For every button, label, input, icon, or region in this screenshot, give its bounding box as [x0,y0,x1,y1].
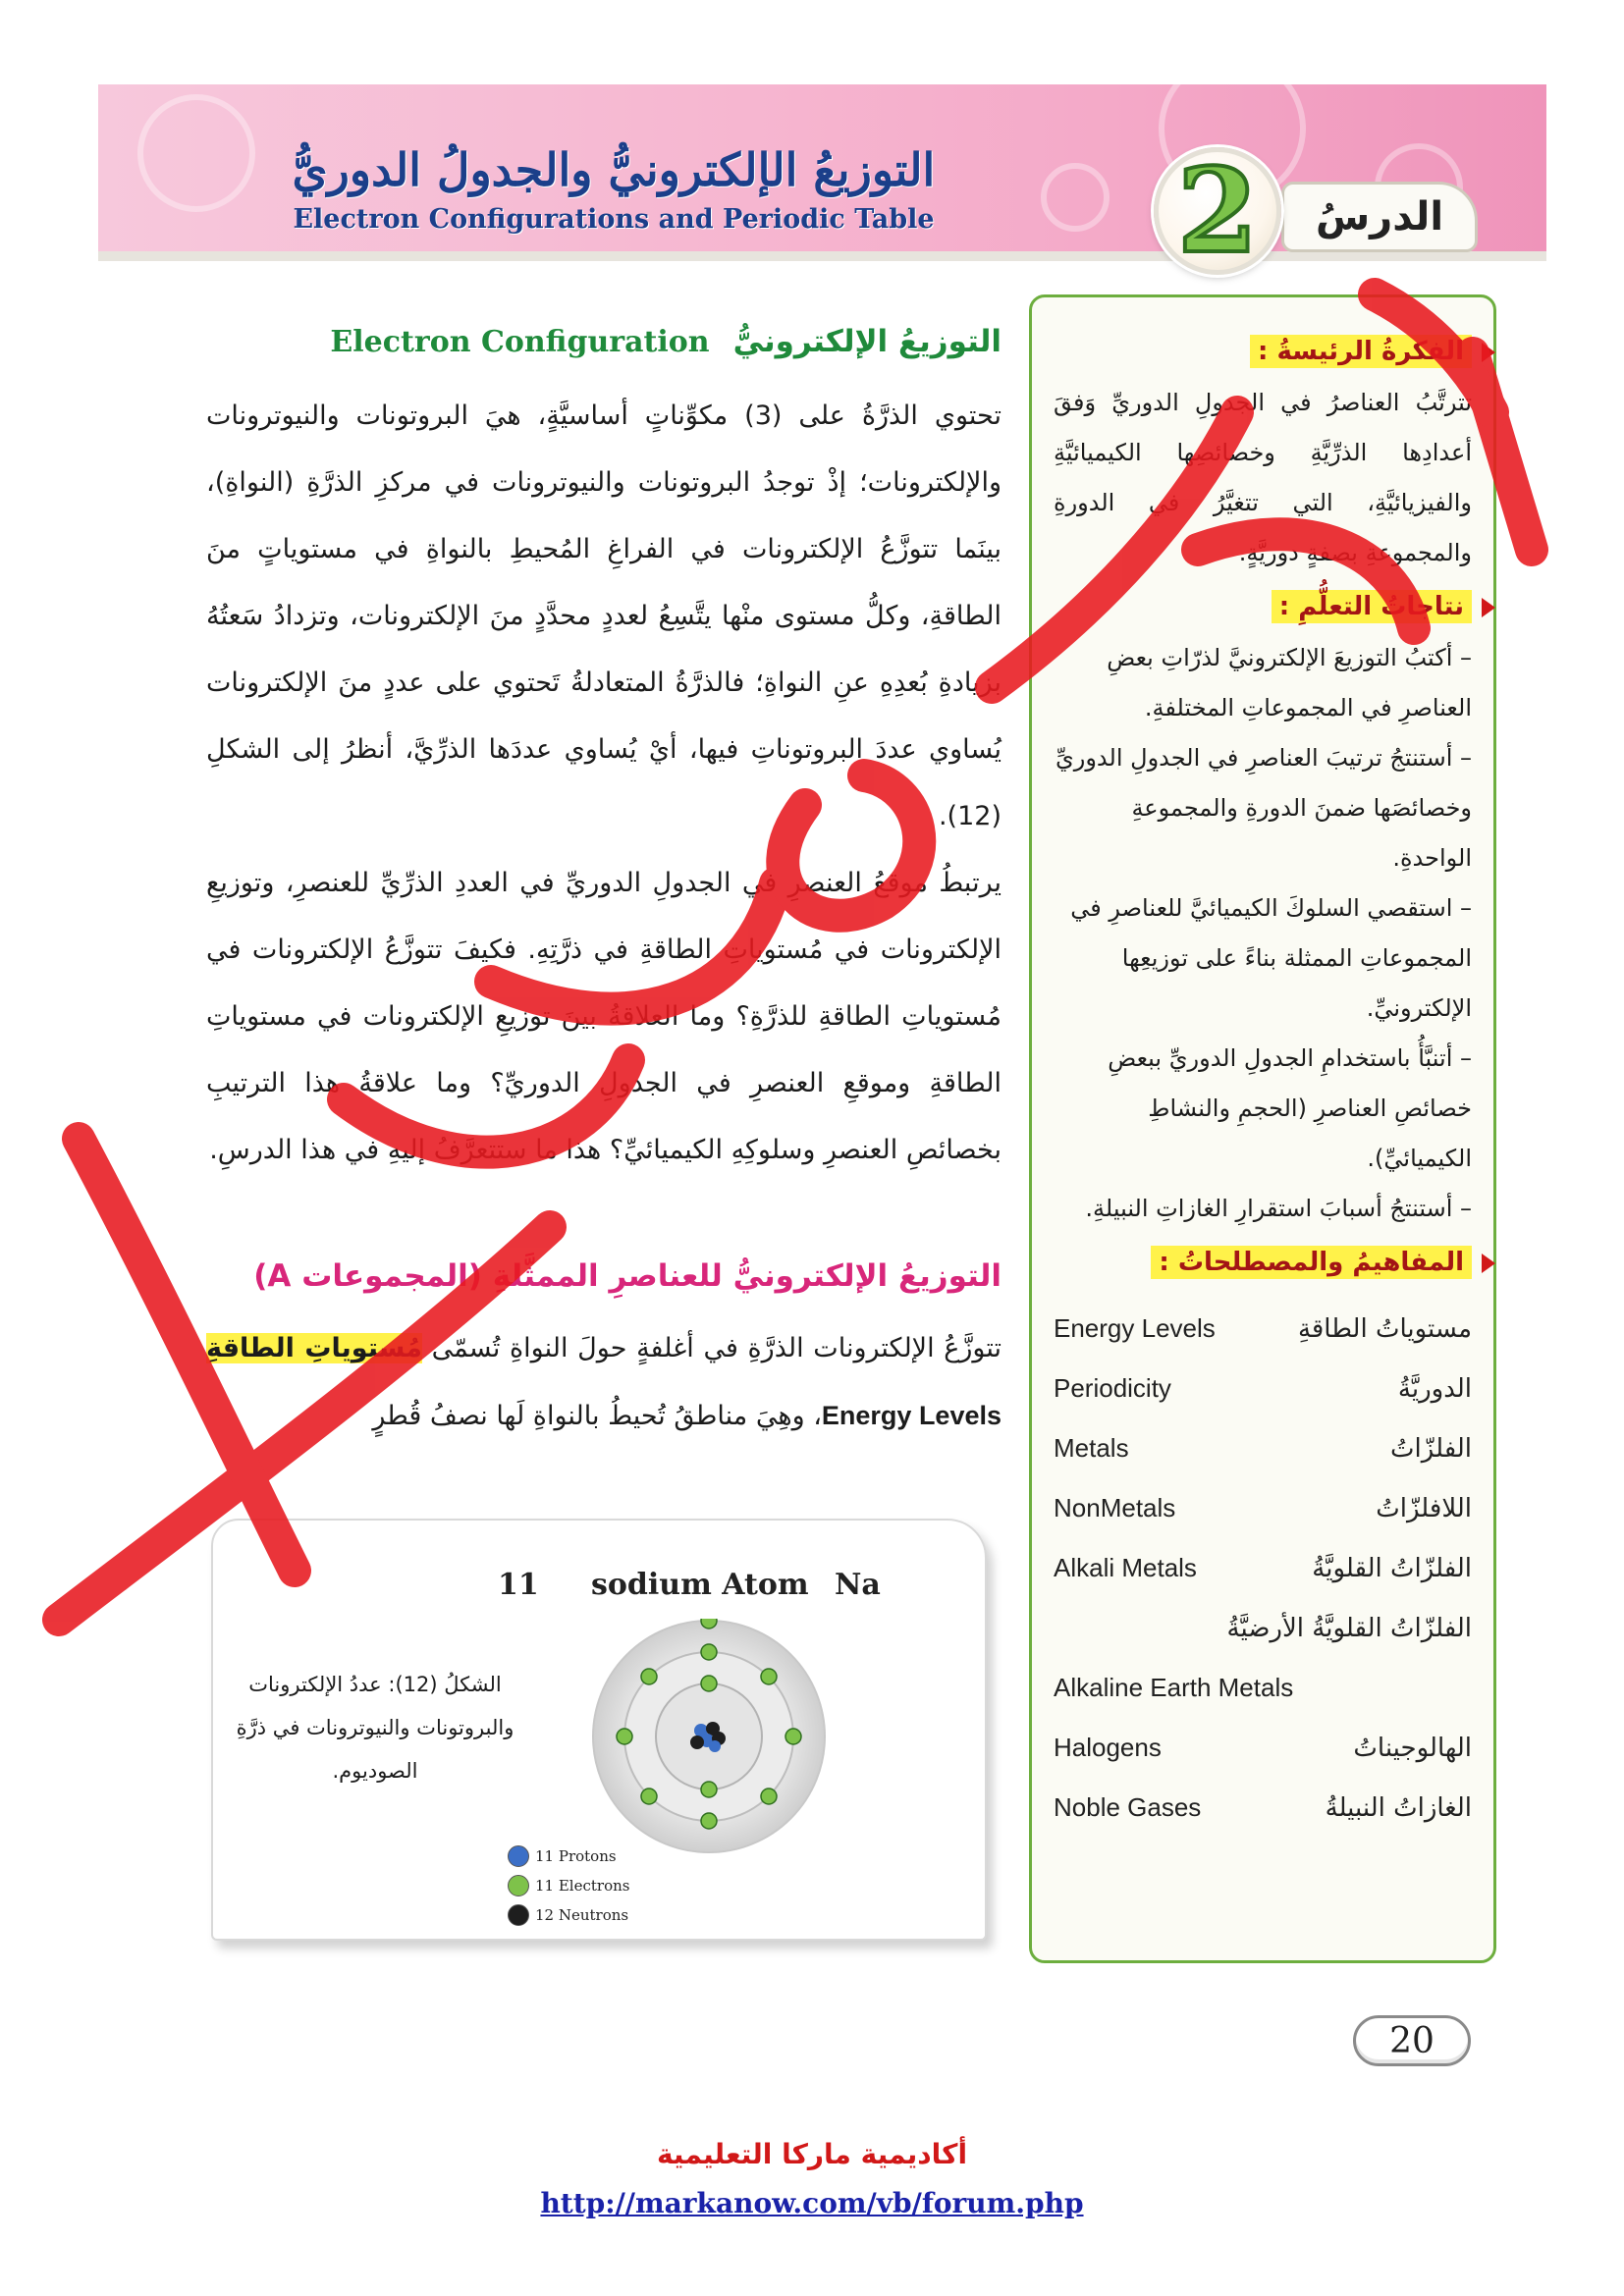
term-row [1054,1359,1472,1418]
term-en: Alkaline Earth Metals [1054,1673,1294,1702]
legend-item-electrons [508,1871,629,1900]
term-row [1054,1778,1472,1838]
paragraph-atom-components: تحتوي الذرَّةُ على (3) مكوِّناتٍ أساسيَّةٍ، هيَ البروتونات والنيوترونات والإلكترونات؛ إذْ توجدُ البروتونات والنيوترونات في مركزِ الذرَّةِ (النواةِ)، بينَما تتوزَّعُ الإلكترونات في الفراغِ المُحيطِ بالنواةِ في مستوياتٍ منَ الطاقةِ، وكلُّ مستوى منْها يتَّسِعُ لعددٍ محدَّدٍ منَ الإلكترونات، وتزدادُ سَعتُهُ بزيادةِ بُعدِهِ عنِ النواةِ؛ فالذرَّةُ المتعادلةُ تَحتوي على عددٍ منَ الإلكترونات يُساوي عددَ البروتوناتِ فيها، أيْ يُساوي عددَها الذرِّيَّ، أنظرُ إلى الشكلِ (12). [206,400,1001,831]
section-title-ar: التوزيعُ الإلكترونيُّ [732,324,1001,359]
term-row [1054,1658,1472,1718]
atomic-number-label: 11 [498,1568,539,1602]
figure-legend [508,1842,629,1930]
term-row [1054,1478,1472,1538]
paragraph-periodic-position: يرتبطُ موقعُ العنصرِ في الجدولِ الدوريِّ في العددِ الذرِّيِّ للعنصرِ، وتوزيعِ الإلكترونات في مُستوياتِ الطاقةِ في ذرَّتِهِ. فكيفَ تتوزَّعُ الإلكترونات في مُستوياتِ الطاقةِ للذرَّةِ؟ وما العلاقةُ بينَ توزيعِ الإلكترونات في مستوياتِ الطاقةِ وموقعِ العنصرِ في الجدولِ الدوريِّ؟ وما علاقةُ هذا الترتيبِ بخصائصِ العنصرِ وسلوكِهِ الكيميائيِّ؟ هذا ما ستتعرَّفُ إليهِ في هذا الدرسِ. [206,868,1001,1165]
terms-heading: المفاهيمُ والمصطلحاتُ : [1151,1246,1472,1279]
term-ar: الفلزّاتُ [1390,1433,1472,1464]
highlight-energy-levels-ar: مُستوياتِ الطاقةِ [206,1333,422,1363]
lesson-number-badge [1154,142,1281,279]
term-en: Noble Gases [1054,1792,1202,1822]
legend-item-protons [508,1842,629,1871]
lesson-label: الدرسُ [1315,194,1444,240]
term-ar: الهالوجيناتُ [1353,1733,1472,1763]
neutron-icon [508,1904,529,1926]
term-energy-levels-en: Energy Levels [821,1401,1001,1430]
outcome-item: – أكتبُ التوزيعَ الإلكترونيَّ لذرّاتِ بعضِ العناصرِ في المجموعاتِ المختلفةِ. [1107,644,1472,721]
header-divider [98,251,1546,261]
term-en: Halogens [1054,1733,1162,1762]
term-en: NonMetals [1054,1493,1176,1522]
lesson-number: 2 [1176,142,1259,279]
lesson-tab [1281,182,1478,252]
electron-icon [508,1875,529,1896]
term-row [1054,1598,1472,1658]
outcomes-heading: نتاجاتُ التعلُّمِ : [1272,590,1472,623]
term-ar: الغازاتُ النبيلةُ [1325,1792,1472,1823]
page-number: 20 [1389,2020,1435,2061]
outcome-item: – أستنتجُ أسبابَ استقرارِ الغازاتِ النبيلةِ. [1085,1195,1472,1222]
atom-name-label: sodium Atom [591,1568,809,1602]
footer-link[interactable]: http://markanow.com/vb/forum.php [540,2187,1084,2219]
term-en: Metals [1054,1433,1129,1463]
outcome-item: – أتنبَّأُ باستخدامِ الجدولِ الدوريِّ ببعضِ خصائصِ العناصرِ (الحجمِ والنشاطِ الكيميائيِّ). [1108,1044,1472,1172]
atom-diagram [581,1619,837,1854]
footer-academy-name: أكاديمية ماركا التعليمية [656,2138,968,2170]
paragraph-energy-levels [206,1315,1001,1450]
legend-label: 11 Protons [535,1847,617,1865]
page-number-badge [1353,2015,1471,2066]
figure-sodium-atom [211,1519,987,1941]
main-idea-heading: الفكرةُ الرئيسةُ : [1250,335,1472,368]
term-row [1054,1299,1472,1359]
term-en: Alkali Metals [1054,1553,1197,1582]
term-ar: الدوريَّةُ [1397,1373,1472,1404]
term-row [1054,1418,1472,1478]
element-symbol-label: Na [835,1568,881,1602]
section-title-en: Electron Configuration [330,325,710,359]
lesson-title-ar: التوزيعُ الإلكترونيُّ والجدولُ الدوريُّ [292,143,936,196]
term-en: Periodicity [1054,1373,1171,1403]
paragraph-energy-levels-start: تتوزَّعُ الإلكترونات الذرَّةِ في أغلفةٍ حولَ النواةِ تُسمّى [431,1333,1002,1363]
section-title-representative-elements: التوزيعُ الإلكترونيُّ للعناصرِ الممثَّلةِ (المجموعات A) [253,1258,1001,1294]
outcome-item: – استقصي السلوكَ الكيميائيَّ للعناصرِ في المجموعاتِ الممثلة بناءً على توزيعِها الإلكترونيِّ. [1070,894,1472,1022]
legend-label: 11 Electrons [535,1877,630,1895]
term-ar: مستوياتُ الطاقةِ [1297,1313,1472,1344]
term-ar: الفلزّاتُ القلويَّةُ الأرضيَّةُ [1226,1613,1472,1643]
paragraph-energy-levels-end: ، وهِيَ مناطقُ تُحيطُ بالنواةِ لَها نصفُ قُطرٍ [372,1401,822,1431]
lesson-title-en: Electron Configurations and Periodic Table [293,204,935,235]
main-idea-text: تترتَّبُ العناصرُ في الجدولِ الدوريِّ وَفقَ أعدادِها الذرِّيَّةِ وخصائصِها الكيميائيَّةِ والفيزيائيَّةِ، التي تتغيَّرُ في الدورةِ والمجموعةِ بصفةٍ دوريَّةٍ. [1054,389,1472,566]
section-title-electron-configuration [330,324,1001,359]
legend-item-neutrons [508,1900,629,1930]
legend-label: 12 Neutrons [535,1906,629,1924]
terms-list [1054,1299,1472,1838]
term-ar: اللافلزّاتُ [1376,1493,1472,1523]
proton-icon [508,1845,529,1867]
term-en: Energy Levels [1054,1313,1216,1343]
term-row [1054,1718,1472,1778]
sidebar-panel [1029,294,1496,1963]
outcome-item: – أستنتجُ ترتيبَ العناصرِ في الجدولِ الدوريِّ وخصائصَها ضمنَ الدورةِ والمجموعةِ الواحدةِ. [1055,744,1472,872]
term-ar: الفلزّاتُ القلويَّةُ [1312,1553,1472,1583]
term-row [1054,1538,1472,1598]
outcomes-list [1054,633,1472,1234]
figure-caption: الشكلُ (12): عددُ الإلكترونات والبروتونات والنيوترونات في ذرَّةِ الصوديوم. [236,1673,514,1783]
